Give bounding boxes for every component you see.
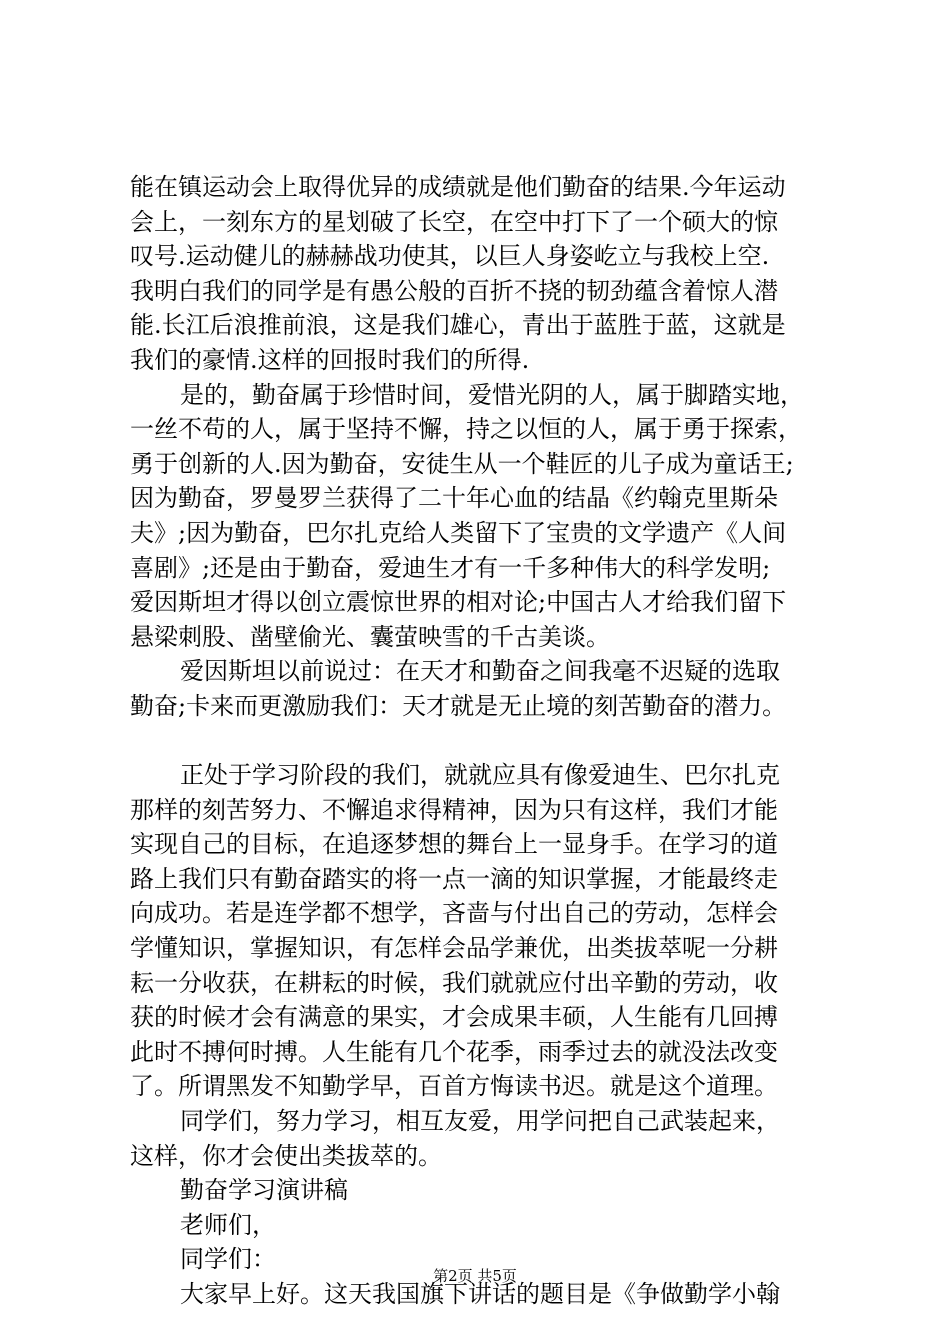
text-line: 向成功。若是连学都不想学，吝啬与付出自己的劳动，怎样会	[130, 899, 778, 928]
document-body	[130, 170, 830, 1312]
text-line: 是的，勤奋属于珍惜时间，爱惜光阴的人，属于脚踏实地，	[180, 380, 804, 409]
text-line: 那样的刻苦努力、不懈追求得精神，因为只有这样，我们才能	[130, 795, 778, 824]
page-footer: 第2页 共5页	[433, 1267, 517, 1285]
text-line: 大家早上好。这天我国旗下讲话的题目是《争做勤学小翰	[180, 1280, 780, 1308]
text-line: 此时不搏何时搏。人生能有几个花季，雨季过去的就没法改变	[130, 1037, 778, 1066]
text-line: 同学们：	[180, 1245, 276, 1274]
blank-line	[130, 724, 830, 759]
text-line: 会上，一刻东方的星划破了长空，在空中打下了一个硕大的惊	[130, 207, 778, 236]
text-line: 老师们，	[180, 1210, 276, 1239]
text-line: 学懂知识，掌握知识，有怎样会品学兼优，出类拔萃呢一分耕	[130, 934, 778, 963]
text-line: 这样，你才会使出类拔萃的。	[130, 1141, 442, 1170]
text-line: 能在镇运动会上取得优异的成绩就是他们勤奋的结果.今年运动	[130, 173, 786, 201]
text-line: 正处于学习阶段的我们，就就应具有像爱迪生、巴尔扎克	[180, 761, 780, 790]
text-line: 夫》;因为勤奋，巴尔扎克给人类留下了宝贵的文学遗产《人间	[130, 518, 787, 547]
text-line: 喜剧》;还是由于勤奋，爱迪生才有一千多种伟大的科学发明;	[130, 553, 771, 582]
text-line: 我们的豪情.这样的回报时我们的所得.	[130, 345, 530, 374]
text-line: 悬梁刺股、凿壁偷光、囊萤映雪的千古美谈。	[130, 622, 610, 651]
text-line: 爱因斯坦以前说过：在天才和勤奋之间我毫不迟疑的选取	[180, 657, 780, 686]
text-line: 获的时候才会有满意的果实，才会成果丰硕，人生能有几回搏	[130, 1003, 778, 1032]
text-line: 路上我们只有勤奋踏实的将一点一滴的知识掌握，才能最终走	[130, 864, 778, 893]
text-line: 一丝不苟的人，属于坚持不懈，持之以恒的人，属于勇于探索，	[130, 415, 802, 444]
text-line: 因为勤奋，罗曼罗兰获得了二十年心血的结晶《约翰克里斯朵	[130, 484, 778, 513]
text-line: 耘一分收获，在耕耘的时候，我们就就应付出辛勤的劳动，收	[130, 968, 778, 997]
text-line: 叹号.运动健儿的赫赫战功使其，以巨人身姿屹立与我校上空.	[130, 242, 770, 271]
text-line: 勤奋学习演讲稿	[180, 1176, 348, 1205]
text-line: 能.长江后浪推前浪，这是我们雄心，青出于蓝胜于蓝，这就是	[130, 311, 786, 340]
text-line: 同学们，努力学习，相互友爱，用学问把自己武装起来，	[180, 1107, 780, 1136]
text-line: 我明白我们的同学是有愚公般的百折不挠的韧劲蕴含着惊人潜	[130, 276, 778, 305]
text-line: 实现自己的目标，在追逐梦想的舞台上一显身手。在学习的道	[130, 830, 778, 859]
text-line: 勤奋;卡来而更激励我们：天才就是无止境的刻苦勤奋的潜力。	[130, 691, 787, 720]
text-line: 爱因斯坦才得以创立震惊世界的相对论;中国古人才给我们留下	[130, 588, 787, 617]
text-line: 了。所谓黑发不知勤学早，百首方悔读书迟。就是这个道理。	[130, 1072, 778, 1101]
text-line: 勇于创新的人.因为勤奋，安徒生从一个鞋匠的儿子成为童话王;	[130, 449, 794, 478]
